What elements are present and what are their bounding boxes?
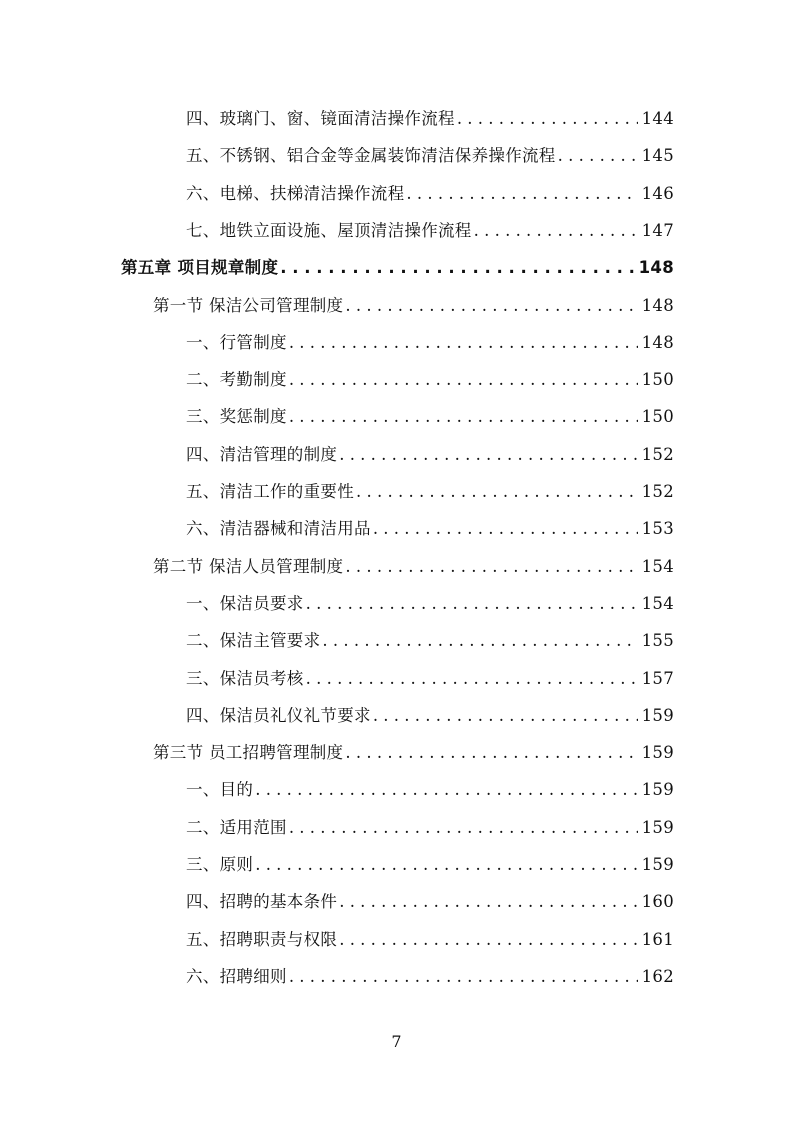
toc-entry-item bbox=[0, 585, 793, 615]
toc-entry-item bbox=[0, 510, 793, 540]
toc-leader-dots bbox=[345, 742, 637, 764]
toc-entry-page: 148 bbox=[638, 258, 674, 278]
toc-entry-title: 第五章 项目规章制度 bbox=[121, 258, 279, 278]
toc-leader-dots bbox=[373, 518, 638, 540]
toc-entry-section bbox=[0, 734, 793, 764]
toc-entry-title: 一、行管制度 bbox=[186, 332, 287, 352]
toc-leader-dots bbox=[289, 332, 638, 354]
toc-entry-page: 147 bbox=[641, 220, 674, 240]
toc-entry-title: 七、地铁立面设施、屋顶清洁操作流程 bbox=[186, 220, 472, 240]
toc-leader-dots bbox=[289, 817, 638, 839]
toc-entry-title: 二、考勤制度 bbox=[186, 370, 287, 390]
toc-entry-title: 二、适用范围 bbox=[186, 817, 287, 837]
toc-entry-page: 159 bbox=[641, 780, 674, 800]
toc-leader-dots bbox=[457, 108, 638, 130]
toc-leader-dots bbox=[373, 705, 638, 727]
toc-entry-title: 一、目的 bbox=[186, 780, 254, 800]
toc-leader-dots bbox=[356, 481, 638, 503]
toc-leader-dots bbox=[306, 668, 638, 690]
toc-leader-dots bbox=[289, 406, 638, 428]
toc-entry-item bbox=[0, 137, 793, 167]
toc-entry-item bbox=[0, 361, 793, 391]
toc-entry-page: 159 bbox=[641, 743, 674, 763]
toc-entry-title: 六、清洁器械和清洁用品 bbox=[186, 519, 371, 539]
toc-entry-page: 150 bbox=[641, 370, 674, 390]
toc-entry-title: 四、保洁员礼仪礼节要求 bbox=[186, 705, 371, 725]
toc-leader-dots bbox=[339, 444, 637, 466]
toc-entry-item bbox=[0, 324, 793, 354]
toc-entry-item bbox=[0, 175, 793, 205]
toc-entry-page: 152 bbox=[641, 444, 674, 464]
toc-leader-dots bbox=[474, 220, 638, 242]
toc-leader-dots bbox=[255, 854, 637, 876]
toc-entry-item bbox=[0, 100, 793, 130]
toc-leader-dots bbox=[255, 779, 637, 801]
toc-leader-dots bbox=[280, 257, 634, 279]
toc-entry-item bbox=[0, 398, 793, 428]
toc-entry-page: 155 bbox=[641, 631, 674, 651]
toc-entry-item bbox=[0, 212, 793, 242]
toc-entry-page: 160 bbox=[641, 892, 674, 912]
toc-entry-page: 150 bbox=[641, 407, 674, 427]
toc-entry-page: 159 bbox=[641, 817, 674, 837]
toc-entry-item bbox=[0, 958, 793, 988]
toc-entry-page: 159 bbox=[641, 855, 674, 874]
toc-entry-page: 146 bbox=[641, 183, 674, 203]
toc-entry-page: 144 bbox=[641, 109, 674, 128]
toc-entry-item bbox=[0, 809, 793, 839]
toc-entry-page: 153 bbox=[641, 519, 674, 539]
toc-entry-title: 三、保洁员考核 bbox=[186, 668, 304, 688]
toc-entry-title: 四、玻璃门、窗、镜面清洁操作流程 bbox=[186, 109, 455, 128]
toc-entry-page: 145 bbox=[641, 146, 674, 166]
toc-entry-page: 148 bbox=[641, 332, 674, 352]
toc-entry-page: 152 bbox=[641, 482, 674, 501]
toc-entry-page: 162 bbox=[641, 966, 674, 986]
toc-entry-item bbox=[0, 921, 793, 951]
toc-leader-dots bbox=[345, 295, 637, 317]
toc-entry-title: 一、保洁员要求 bbox=[186, 593, 304, 613]
toc-entry-page: 159 bbox=[641, 705, 674, 725]
toc-leader-dots bbox=[558, 145, 638, 167]
toc-entry-item bbox=[0, 883, 793, 913]
toc-entry-title: 二、保洁主管要求 bbox=[186, 631, 321, 651]
toc-leader-dots bbox=[289, 369, 638, 391]
toc-leader-dots bbox=[306, 593, 638, 615]
toc-entry-chapter bbox=[0, 249, 793, 279]
toc-entry-title: 五、清洁工作的重要性 bbox=[186, 482, 354, 501]
toc-leader-dots bbox=[406, 183, 637, 205]
toc-entry-section bbox=[0, 548, 793, 578]
toc-entry-title: 六、电梯、扶梯清洁操作流程 bbox=[186, 183, 405, 203]
toc-entry-item bbox=[0, 771, 793, 801]
toc-entry-item bbox=[0, 436, 793, 466]
toc-entry-page: 161 bbox=[641, 929, 674, 949]
toc-entry-title: 三、原则 bbox=[186, 855, 254, 874]
toc-leader-dots bbox=[345, 556, 637, 578]
toc-entry-page: 148 bbox=[641, 295, 674, 315]
toc-leader-dots bbox=[322, 630, 637, 652]
toc-entry-title: 五、招聘职责与权限 bbox=[186, 929, 338, 949]
toc-entry-item bbox=[0, 697, 793, 727]
toc-entry-item bbox=[0, 660, 793, 690]
page-number: 7 bbox=[391, 1032, 402, 1051]
toc-entry-title: 四、清洁管理的制度 bbox=[186, 444, 338, 464]
toc-entry-section bbox=[0, 287, 793, 317]
toc-entry-title: 三、奖惩制度 bbox=[186, 407, 287, 427]
toc-entry-title: 四、招聘的基本条件 bbox=[186, 892, 338, 912]
toc-leader-dots bbox=[339, 929, 637, 951]
toc-leader-dots bbox=[289, 966, 638, 988]
toc-entry-item bbox=[0, 473, 793, 503]
toc-entry-item bbox=[0, 846, 793, 876]
toc-entry-page: 157 bbox=[641, 668, 674, 688]
toc-entry-title: 第三节 员工招聘管理制度 bbox=[153, 743, 344, 763]
toc-entry-title: 第二节 保洁人员管理制度 bbox=[153, 556, 344, 576]
toc-entry-title: 五、不锈钢、铝合金等金属装饰清洁保养操作流程 bbox=[186, 146, 556, 166]
toc-leader-dots bbox=[339, 891, 637, 913]
toc-entry-page: 154 bbox=[641, 556, 674, 576]
toc-entry-title: 第一节 保洁公司管理制度 bbox=[153, 295, 344, 315]
toc-entry-item bbox=[0, 622, 793, 652]
toc-entry-page: 154 bbox=[641, 593, 674, 613]
toc-entry-title: 六、招聘细则 bbox=[186, 966, 287, 986]
